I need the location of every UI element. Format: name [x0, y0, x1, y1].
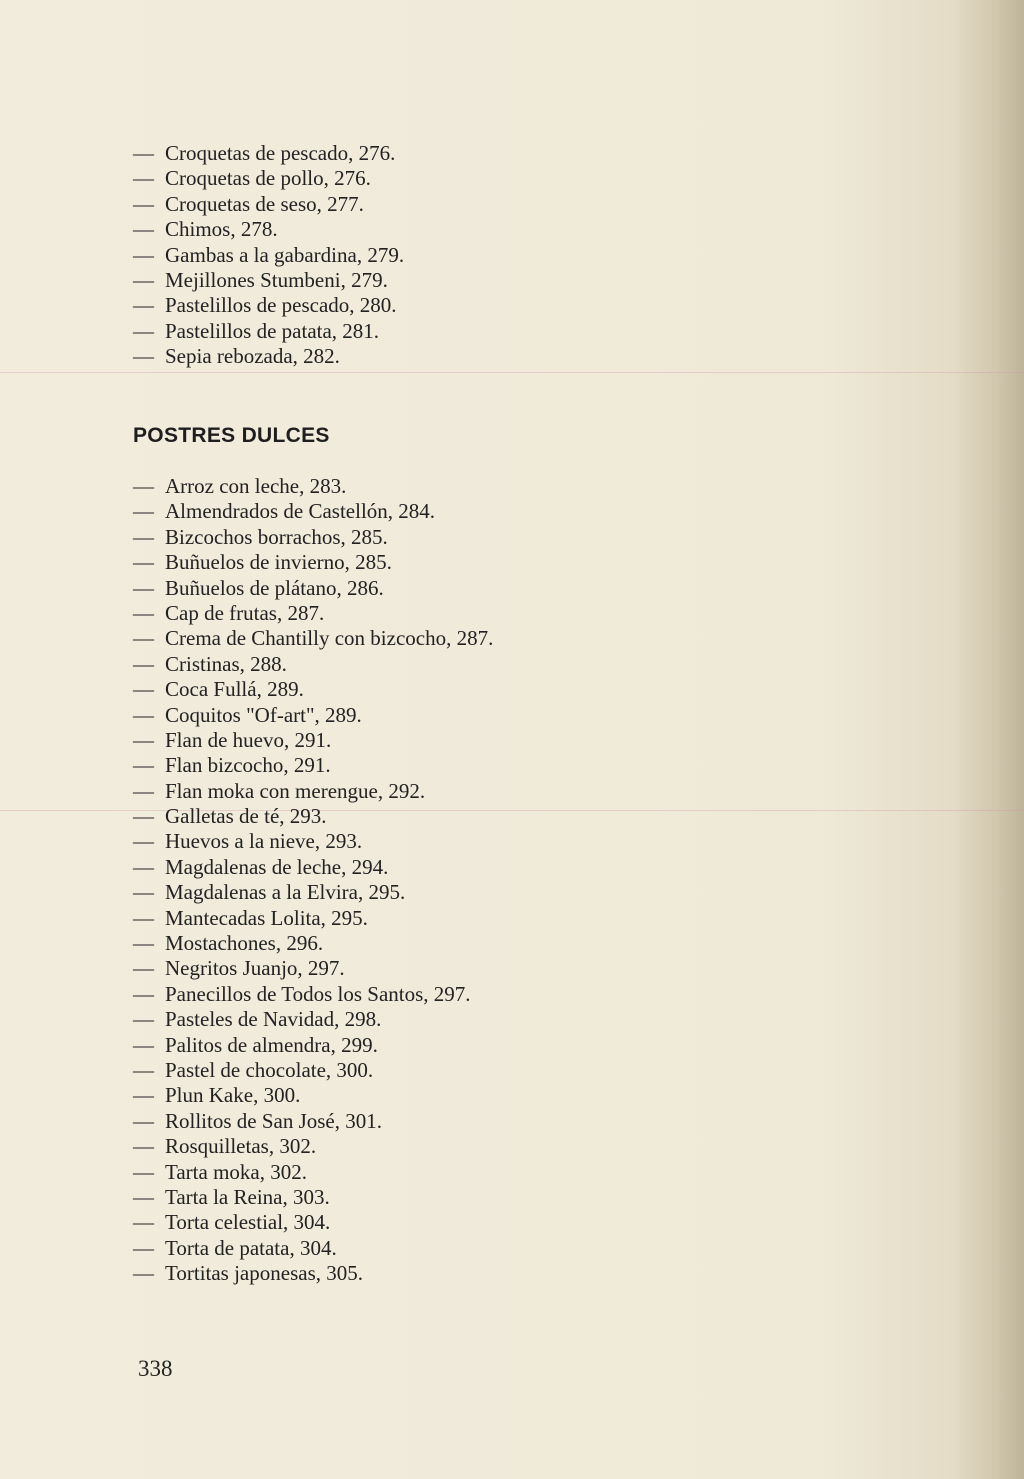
scan-artifact-line — [0, 372, 1024, 373]
entry-dash: — — [133, 318, 154, 343]
entry-dash: — — [133, 804, 154, 829]
entry-text: Coquitos "Of-art", 289. — [165, 702, 362, 727]
entry-text: Rollitos de San José, 301. — [165, 1108, 383, 1133]
entry-text: Cristinas, 288. — [165, 651, 287, 676]
index-entry — [133, 217, 404, 242]
index-entry — [133, 141, 404, 166]
entry-dash: — — [133, 981, 154, 1006]
entry-text: Tarta la Reina, 303. — [165, 1184, 330, 1209]
entry-dash: — — [133, 217, 154, 242]
entry-text: Pasteles de Navidad, 298. — [165, 1007, 382, 1032]
entry-text: Bizcochos borrachos, 285. — [165, 524, 388, 549]
index-entry — [133, 601, 493, 626]
index-entry — [133, 268, 404, 293]
index-entry — [133, 1261, 493, 1286]
entry-dash: — — [133, 1108, 154, 1133]
index-entry — [133, 880, 493, 905]
entry-dash: — — [133, 1007, 154, 1032]
entry-dash: — — [133, 1159, 154, 1184]
entry-dash: — — [133, 191, 154, 216]
index-entry — [133, 652, 493, 677]
index-entry — [133, 931, 493, 956]
entry-text: Panecillos de Todos los Santos, 297. — [165, 981, 471, 1006]
entry-text: Mejillones Stumbeni, 279. — [165, 267, 388, 292]
entry-text: Tarta moka, 302. — [165, 1159, 307, 1184]
page-number: 338 — [138, 1356, 173, 1381]
entry-text: Flan de huevo, 291. — [165, 727, 332, 752]
entry-dash: — — [133, 956, 154, 981]
entry-text: Flan bizcocho, 291. — [165, 753, 331, 778]
index-entry — [133, 703, 493, 728]
entry-dash: — — [133, 880, 154, 905]
entry-dash: — — [133, 600, 154, 625]
index-entry — [133, 626, 493, 651]
index-entry — [133, 804, 493, 829]
entry-dash: — — [133, 1210, 154, 1235]
index-entry — [133, 344, 404, 369]
entry-text: Croquetas de pollo, 276. — [165, 166, 371, 191]
entry-text: Almendrados de Castellón, 284. — [165, 499, 436, 524]
entry-dash: — — [133, 702, 154, 727]
entry-text: Pastel de chocolate, 300. — [165, 1057, 374, 1082]
entry-dash: — — [133, 931, 154, 956]
index-entry — [133, 525, 493, 550]
entry-text: Sepia rebozada, 282. — [165, 344, 340, 369]
entry-text: Croquetas de pescado, 276. — [165, 141, 396, 165]
index-entry — [133, 753, 493, 778]
entry-text: Crema de Chantilly con bizcocho, 287. — [165, 626, 494, 651]
entry-dash: — — [133, 242, 154, 267]
index-entry — [133, 166, 404, 191]
index-entry — [133, 293, 404, 318]
entry-dash: — — [133, 778, 154, 803]
spine-shadow — [954, 0, 1024, 1479]
entry-text: Pastelillos de pescado, 280. — [165, 293, 397, 318]
entry-text: Plun Kake, 300. — [165, 1083, 301, 1108]
entry-text: Magdalenas a la Elvira, 295. — [165, 880, 406, 905]
index-entry — [133, 956, 493, 981]
index-entry — [133, 677, 493, 702]
entry-text: Chimos, 278. — [165, 217, 278, 242]
index-entry — [133, 192, 404, 217]
index-entry — [133, 499, 493, 524]
index-entry — [133, 1185, 493, 1210]
index-entry — [133, 1083, 493, 1108]
index-entry — [133, 1160, 493, 1185]
entry-dash: — — [133, 1083, 154, 1108]
index-entry — [133, 243, 404, 268]
entry-dash: — — [133, 829, 154, 854]
index-entry — [133, 319, 404, 344]
entry-dash: — — [133, 141, 154, 165]
entry-text: Galletas de té, 293. — [165, 804, 327, 829]
index-entry — [133, 576, 493, 601]
index-entry — [133, 1033, 493, 1058]
entry-text: Rosquilletas, 302. — [165, 1134, 317, 1159]
entry-dash: — — [133, 1134, 154, 1159]
entry-dash: — — [133, 474, 154, 498]
entry-text: Coca Fullá, 289. — [165, 677, 304, 702]
entry-text: Tortitas japonesas, 305. — [165, 1261, 363, 1286]
entry-text: Torta celestial, 304. — [165, 1210, 331, 1235]
entry-dash: — — [133, 293, 154, 318]
entry-text: Negritos Juanjo, 297. — [165, 956, 345, 981]
section-title-postres-dulces: POSTRES DULCES — [133, 424, 330, 447]
entry-dash: — — [133, 1032, 154, 1057]
entry-text: Flan moka con merengue, 292. — [165, 778, 426, 803]
entry-dash: — — [133, 1261, 154, 1286]
recipe-index-list-continued — [133, 141, 404, 370]
index-entry — [133, 1210, 493, 1235]
index-entry — [133, 728, 493, 753]
entry-text: Cap de frutas, 287. — [165, 600, 325, 625]
entry-dash: — — [133, 651, 154, 676]
entry-dash: — — [133, 905, 154, 930]
index-entry — [133, 474, 493, 499]
index-entry — [133, 1134, 493, 1159]
entry-text: Mostachones, 296. — [165, 931, 324, 956]
entry-text: Palitos de almendra, 299. — [165, 1032, 378, 1057]
entry-text: Buñuelos de plátano, 286. — [165, 575, 384, 600]
entry-dash: — — [133, 1235, 154, 1260]
index-entry — [133, 1058, 493, 1083]
entry-text: Torta de patata, 304. — [165, 1235, 337, 1260]
entry-dash: — — [133, 1057, 154, 1082]
index-entry — [133, 906, 493, 931]
entry-dash: — — [133, 267, 154, 292]
entry-text: Gambas a la gabardina, 279. — [165, 242, 405, 267]
entry-text: Pastelillos de patata, 281. — [165, 318, 380, 343]
entry-dash: — — [133, 575, 154, 600]
entry-dash: — — [133, 753, 154, 778]
entry-dash: — — [133, 727, 154, 752]
entry-dash: — — [133, 344, 154, 369]
index-entry — [133, 779, 493, 804]
index-entry — [133, 1109, 493, 1134]
index-entry — [133, 550, 493, 575]
index-entry — [133, 1236, 493, 1261]
index-entry — [133, 1007, 493, 1032]
entry-dash: — — [133, 166, 154, 191]
recipe-index-list-desserts — [133, 474, 493, 1287]
entry-dash: — — [133, 854, 154, 879]
entry-text: Mantecadas Lolita, 295. — [165, 905, 368, 930]
entry-dash: — — [133, 550, 154, 575]
index-entry — [133, 829, 493, 854]
entry-dash: — — [133, 524, 154, 549]
index-entry — [133, 855, 493, 880]
entry-dash: — — [133, 626, 154, 651]
entry-text: Magdalenas de leche, 294. — [165, 854, 389, 879]
entry-dash: — — [133, 499, 154, 524]
index-entry — [133, 982, 493, 1007]
entry-dash: — — [133, 677, 154, 702]
entry-dash: — — [133, 1184, 154, 1209]
entry-text: Croquetas de seso, 277. — [165, 191, 364, 216]
entry-text: Arroz con leche, 283. — [165, 474, 347, 498]
entry-text: Huevos a la nieve, 293. — [165, 829, 363, 854]
entry-text: Buñuelos de invierno, 285. — [165, 550, 392, 575]
